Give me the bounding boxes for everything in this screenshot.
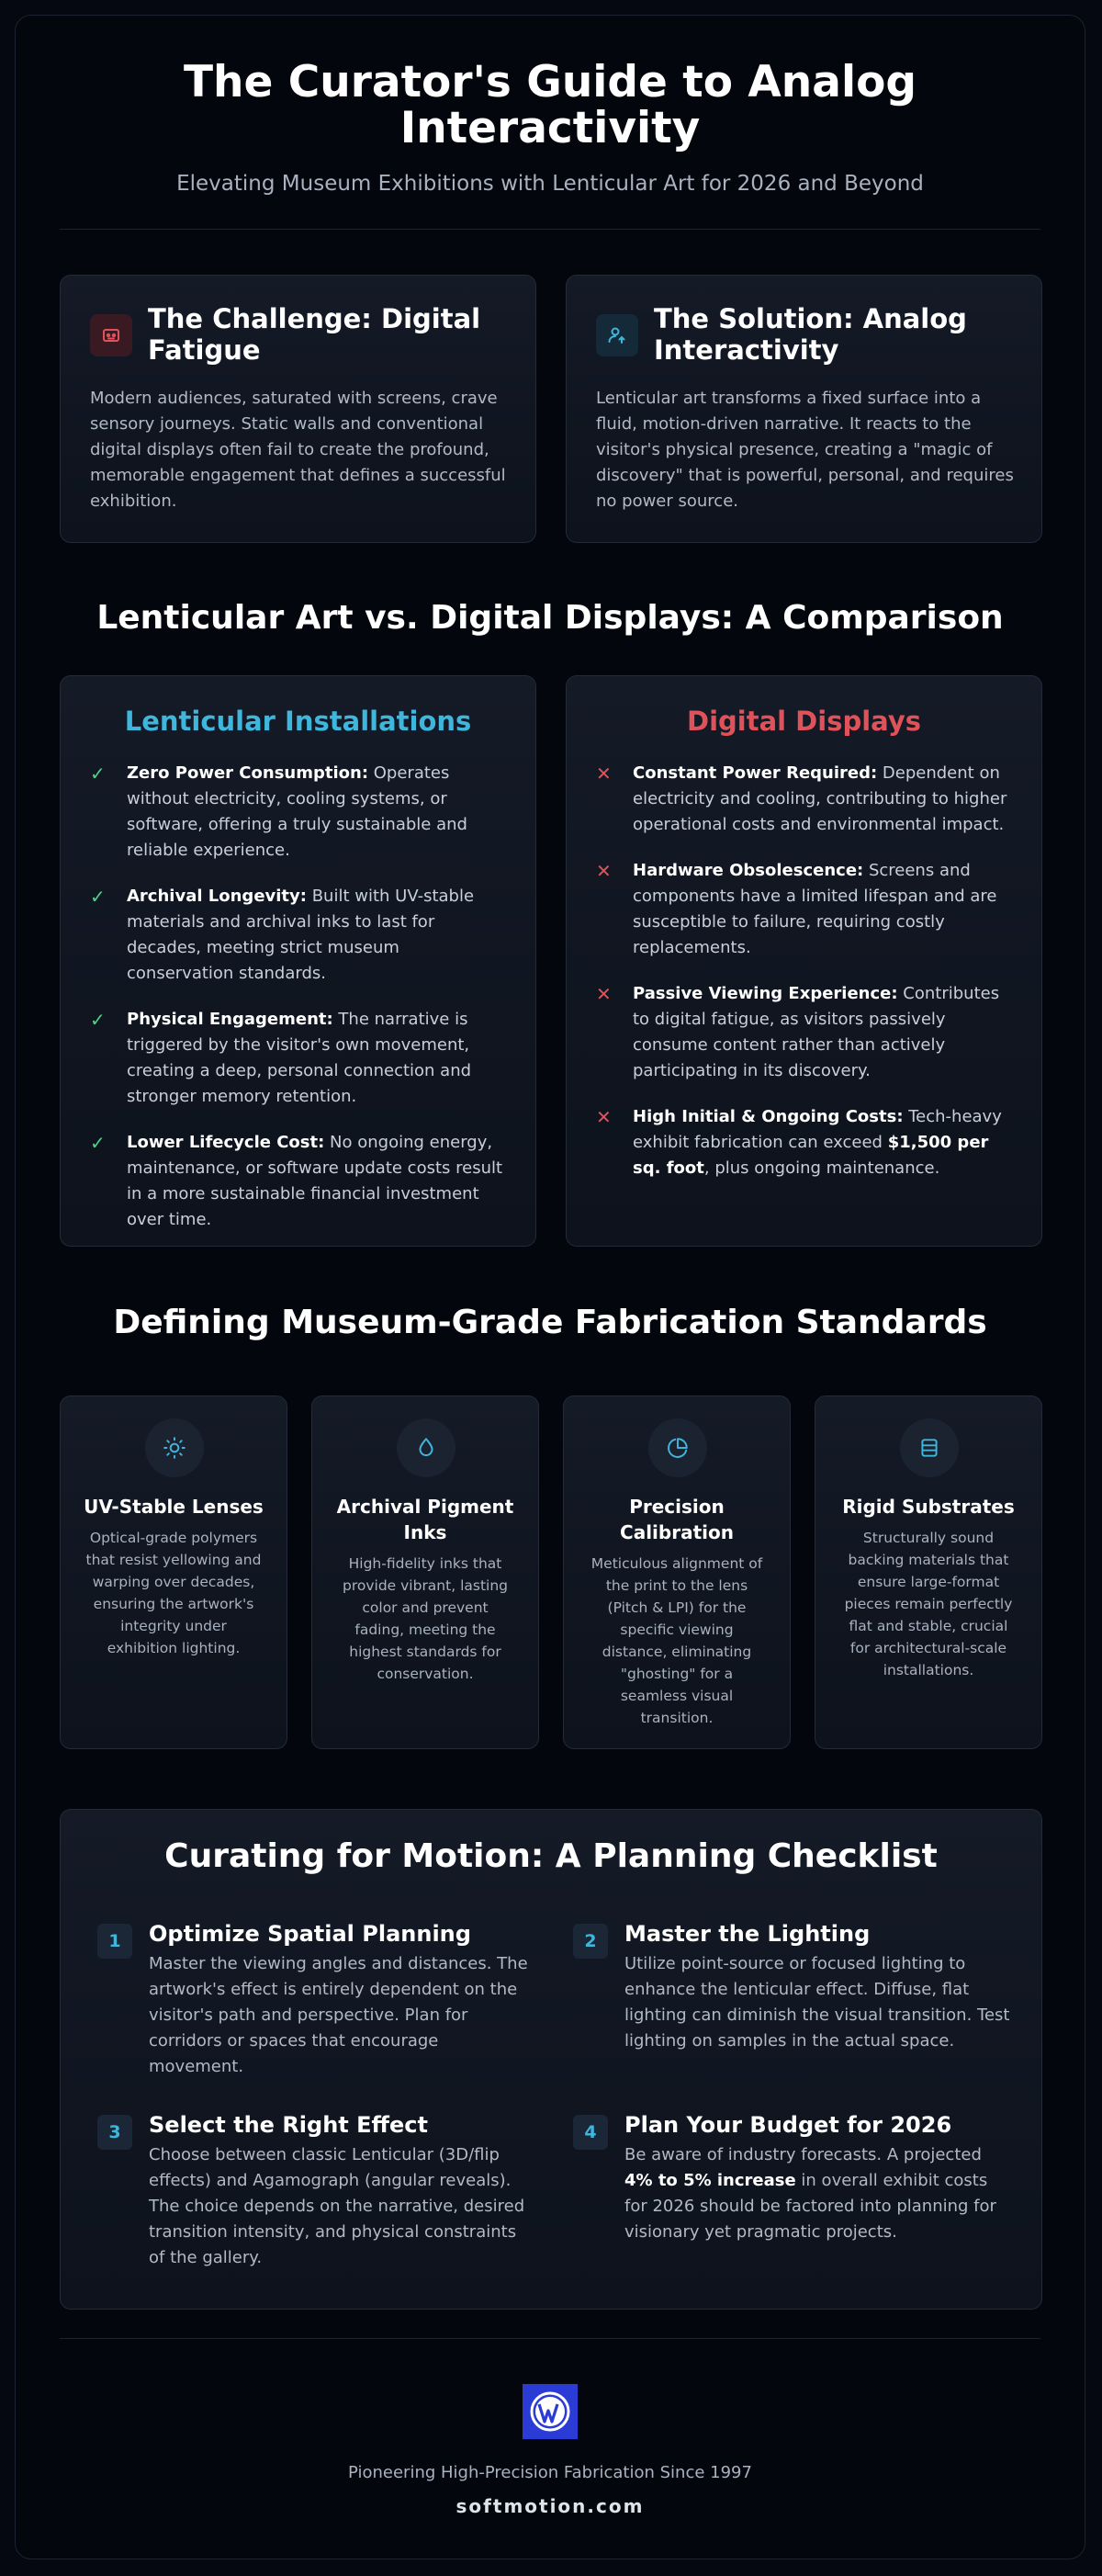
solution-title: The Solution: Analog Interactivity xyxy=(654,303,967,366)
solution-body: Lenticular art transforms a fixed surface into a fluid, motion-driven narrative. It reacts to the visitor's physical presence, creating a "magic of discovery" that is powerful, personal, and requires no power source. xyxy=(596,389,1014,511)
standard-title: Precision Calibration xyxy=(620,1496,734,1543)
standard-card-pigment-inks xyxy=(311,1395,539,1749)
page-subtitle: Elevating Museum Exhibitions with Lenticular Art for 2026 and Beyond xyxy=(176,172,924,196)
digital-item: ✕ Passive Viewing Experience: Contributes to digital fatigue, as visitors passively consume content rather than actively participating in its discovery. xyxy=(596,983,1000,1080)
lenticular-heading: Lenticular Installations xyxy=(124,706,472,737)
check-icon: ✓ xyxy=(90,1009,106,1031)
standard-title: Archival Pigment Inks xyxy=(336,1496,514,1543)
checklist-item-body: Choose between classic Lenticular (3D/flip effects) and Agamograph (angular reveals). The choice depends on the narrative, desired transition intensity, and physical constraints of the gallery. xyxy=(149,2145,525,2267)
digital-heading: Digital Displays xyxy=(687,706,921,737)
cross-icon: ✕ xyxy=(596,860,612,882)
wordpress-logo-icon[interactable] xyxy=(523,2384,578,2439)
footer xyxy=(16,2384,1085,2517)
check-icon: ✓ xyxy=(90,886,106,908)
standard-card-substrates xyxy=(815,1395,1042,1749)
footer-tagline: Pioneering High-Precision Fabrication Since 1997 xyxy=(348,2463,752,2482)
page-title: The Curator's Guide to Analog Interactivity xyxy=(183,57,916,153)
checklist-title: Curating for Motion: A Planning Checklist xyxy=(164,1837,938,1875)
standard-desc: Structurally sound backing materials that ensure large-format pieces remain perfectly flat and stable, crucial for architectural-scale installations. xyxy=(844,1530,1013,1678)
footer-site-link[interactable]: softmotion.com xyxy=(455,2495,645,2517)
challenge-body: Modern audiences, saturated with screens, crave sensory journeys. Static walls and conventional digital displays often fail to create the profound, memorable engagement that defines a successful exhibition. xyxy=(90,389,506,511)
user-arrow-icon xyxy=(596,314,638,356)
standard-title: UV-Stable Lenses xyxy=(84,1496,264,1518)
page-header xyxy=(16,16,1085,196)
cross-icon: ✕ xyxy=(596,983,612,1005)
sun-icon xyxy=(145,1418,204,1477)
cross-icon: ✕ xyxy=(596,763,612,785)
digital-column xyxy=(566,675,1042,1247)
robot-face-icon xyxy=(90,314,132,356)
lenticular-list xyxy=(90,761,506,1253)
checklist-item-body: Master the viewing angles and distances. The artwork's effect is entirely dependent on the visitor's path and perspective. Plan for corridors or spaces that encourage movement. xyxy=(149,1954,528,2076)
lenticular-item: ✓ Physical Engagement: The narrative is triggered by the visitor's own movement, creating a deep, personal connection and stronger memory retention. xyxy=(90,1009,472,1106)
checklist-item-body: Utilize point-source or focused lighting to enhance the lenticular effect. Diffuse, flat lighting can diminish the visual transition. Test lighting on samples in the actual space. xyxy=(624,1954,1010,2051)
standard-card-uv-lenses xyxy=(60,1395,287,1749)
solution-card xyxy=(566,275,1042,543)
digital-item: ✕ Hardware Obsolescence: Screens and components have a limited lifespan and are susceptible to failure, requiring costly replacements. xyxy=(596,860,997,957)
checklist-number: 3 xyxy=(97,2115,132,2150)
droplet-icon xyxy=(397,1418,455,1477)
checklist-item-title: Optimize Spatial Planning xyxy=(149,1921,471,1947)
standard-title: Rigid Substrates xyxy=(842,1496,1015,1518)
lenticular-item: ✓ Lower Lifecycle Cost: No ongoing energy, maintenance, or software update costs result in a more sustainable financial investment over time. xyxy=(90,1132,503,1229)
digital-item: ✕ Constant Power Required: Dependent on electricity and cooling, contributing to higher operational costs and environmental impact. xyxy=(596,763,1007,834)
standard-desc: Meticulous alignment of the print to the lens (Pitch & LPI) for the specific viewing distance, eliminating "ghosting" for a seamless visual transition. xyxy=(590,1555,763,1726)
pie-chart-icon xyxy=(648,1418,707,1477)
challenge-title: The Challenge: Digital Fatigue xyxy=(148,303,481,366)
checklist-item-title: Select the Right Effect xyxy=(149,2112,428,2138)
standards-title: Defining Museum-Grade Fabrication Standards xyxy=(113,1304,987,1341)
checklist-number: 4 xyxy=(573,2115,608,2150)
checklist-item-title: Plan Your Budget for 2026 xyxy=(624,2112,952,2138)
standard-desc: Optical-grade polymers that resist yellowing and warping over decades, ensuring the artwork's integrity under exhibition lighting. xyxy=(85,1530,262,1656)
checklist-number: 1 xyxy=(97,1924,132,1959)
checklist-item-body: Be aware of industry forecasts. A projected 4% to 5% increase in overall exhibit costs for 2026 should be factored into planning for visionary yet pragmatic projects. xyxy=(624,2145,996,2242)
cross-icon: ✕ xyxy=(596,1106,612,1128)
check-icon: ✓ xyxy=(90,763,106,785)
comparison-title: Lenticular Art vs. Digital Displays: A Comparison xyxy=(96,599,1004,637)
check-icon: ✓ xyxy=(90,1132,106,1154)
layers-icon xyxy=(900,1418,959,1477)
footer-divider xyxy=(60,2338,1040,2339)
standard-card-calibration xyxy=(563,1395,791,1749)
lenticular-item: ✓ Archival Longevity: Built with UV-stable materials and archival inks to last for decades, meeting strict museum conservation standards. xyxy=(90,886,475,983)
digital-list xyxy=(596,761,1012,1202)
standard-desc: High-fidelity inks that provide vibrant, lasting color and prevent fading, meeting the highest standards for conservation. xyxy=(342,1555,508,1682)
checklist-number: 2 xyxy=(573,1924,608,1959)
lenticular-item: ✓ Zero Power Consumption: Operates without electricity, cooling systems, or software, offering a truly sustainable and reliable experience. xyxy=(90,763,467,860)
challenge-card xyxy=(60,275,536,543)
page-frame xyxy=(15,15,1085,2559)
checklist-panel xyxy=(60,1809,1042,2310)
digital-item: ✕ High Initial & Ongoing Costs: Tech-heavy exhibit fabrication can exceed $1,500 per sq. foot, plus ongoing maintenance. xyxy=(596,1106,1002,1178)
header-divider xyxy=(60,229,1040,230)
lenticular-column xyxy=(60,675,536,1247)
checklist-item-title: Master the Lighting xyxy=(624,1921,871,1947)
